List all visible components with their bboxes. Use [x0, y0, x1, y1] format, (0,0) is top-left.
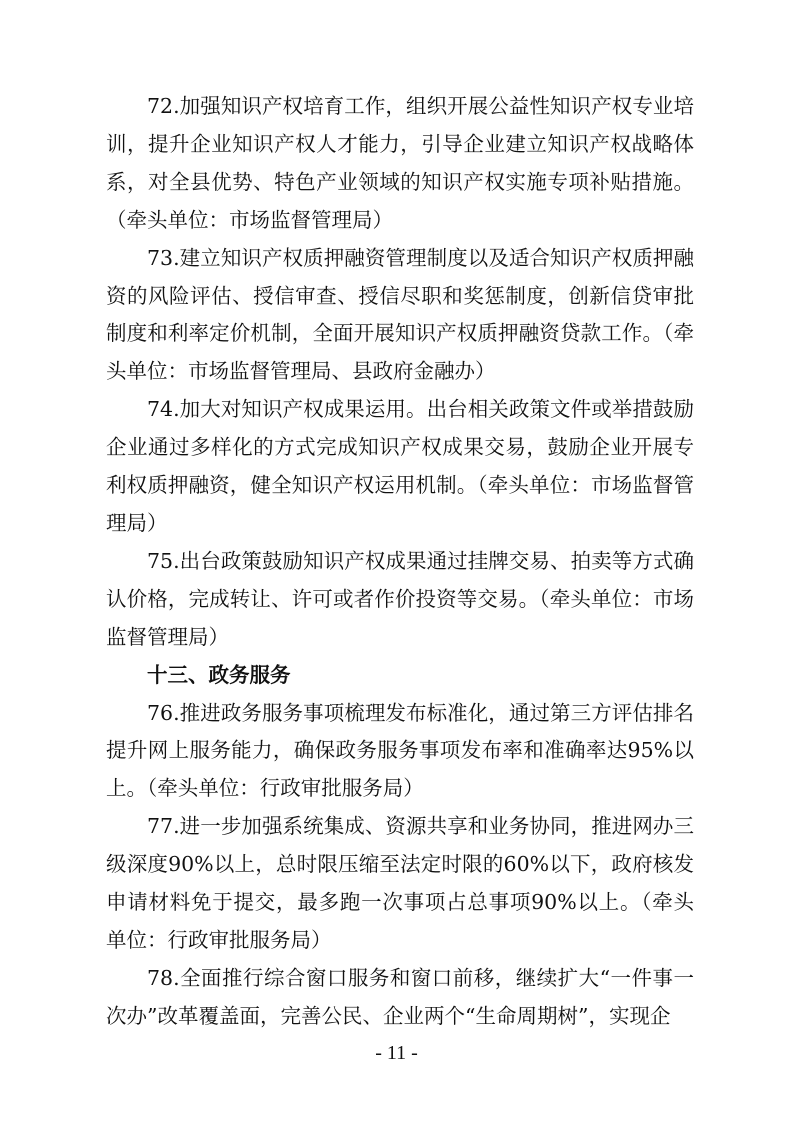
paragraph-74: 74.加大对知识产权成果运用。出台相关政策文件或举措鼓励企业通过多样化的方式完成知识产权成果交易，鼓励企业开展专利权质押融资，健全知识产权运用机制。（牵头单位：市场监督管理局） — [106, 397, 694, 535]
paragraph-76: 76.推进政务服务事项梳理发布标准化，通过第三方评估排名提升网上服务能力，确保政务服务事项发布率和准确率达95%以上。（牵头单位：行政审批服务局） — [106, 700, 694, 801]
paragraph-78: 78.全面推行综合窗口服务和窗口前移，继续扩大“一件事一次办”改革覆盖面，完善公民、企业两个“生命周期树”，实现企 — [106, 965, 694, 1028]
paragraph-75: 75.出台政策鼓励知识产权成果通过挂牌交易、拍卖等方式确认价格，完成转让、许可或者作价投资等交易。（牵头单位：市场监督管理局） — [106, 548, 694, 649]
page-number: - 11 - — [375, 1042, 418, 1064]
document-body — [106, 88, 694, 1036]
paragraph-77: 77.进一步加强系统集成、资源共享和业务协同，推进网办三级深度90%以上，总时限压缩至法定时限的60%以下，政府核发申请材料免于提交，最多跑一次事项占总事项90%以上。（牵头单位：行政审批服务局） — [106, 814, 694, 952]
paragraph-73: 73.建立知识产权质押融资管理制度以及适合知识产权质押融资的风险评估、授信审查、授信尽职和奖惩制度，创新信贷审批制度和利率定价机制，全面开展知识产权质押融资贷款工作。（牵头单位：市场监督管理局、县政府金融办） — [106, 245, 694, 384]
section-heading: 十三、政务服务 — [147, 662, 291, 687]
paragraph-72: 72.加强知识产权培育工作，组织开展公益性知识产权专业培训，提升企业知识产权人才能力，引导企业建立知识产权战略体系，对全县优势、特色产业领域的知识产权实施专项补贴措施。（牵头单位：市场监督管理局） — [106, 94, 694, 232]
